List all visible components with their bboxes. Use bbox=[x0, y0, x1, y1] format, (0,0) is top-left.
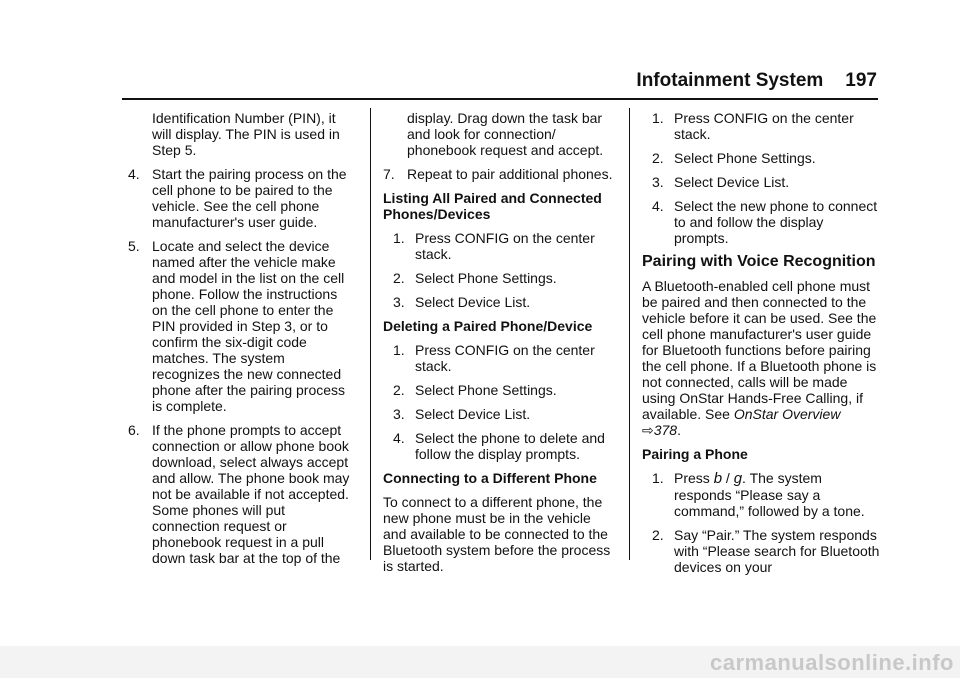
column-1 bbox=[128, 110, 356, 574]
push-to-talk-icon: b bbox=[713, 470, 723, 487]
item-text: Select the new phone to connect to and follow the display prompts. bbox=[674, 198, 878, 246]
item-text: If the phone prompts to accept connection or allow phone book download, select always accept and allow. The phone book may not be available if not accepted. Some phones will put connection request or phonebook request in a pull down task bar at the top of the bbox=[152, 422, 350, 566]
item-text: Start the pairing process on the cell phone to be paired to the vehicle. See the cell phone manufacturer's user guide. bbox=[152, 166, 347, 230]
list-item bbox=[383, 166, 615, 182]
page-ref-arrow-icon: ⇨ bbox=[642, 422, 654, 438]
column-divider-2 bbox=[629, 108, 630, 560]
onstar-overview-link[interactable]: OnStar Overview bbox=[733, 406, 841, 422]
list-item bbox=[383, 406, 615, 422]
list-item bbox=[642, 174, 880, 190]
list-item bbox=[383, 294, 615, 310]
item-text: Select Device List. bbox=[674, 174, 790, 190]
list-item bbox=[128, 238, 356, 414]
item-number: 6. bbox=[128, 422, 140, 438]
subheading-deleting: Deleting a Paired Phone/Device bbox=[383, 318, 593, 334]
item-text bbox=[674, 470, 880, 519]
step1-pre: Press bbox=[674, 470, 710, 486]
item-number: 1. bbox=[393, 342, 405, 358]
watermark: carmanualsonline.info bbox=[710, 650, 954, 675]
column-divider-1 bbox=[370, 108, 371, 560]
item-number: 4. bbox=[652, 198, 664, 214]
item-number: 1. bbox=[652, 110, 664, 126]
item-number: 1. bbox=[652, 470, 664, 486]
item-number: 7. bbox=[383, 166, 395, 182]
list-item bbox=[383, 430, 615, 462]
item-number: 4. bbox=[128, 166, 140, 182]
item-text: Select the phone to delete and follow the display prompts. bbox=[415, 430, 605, 462]
header-rule bbox=[122, 98, 878, 100]
paragraph-connecting: To connect to a different phone, the new phone must be in the vehicle and available to be connected to the Bluetooth system before the process is started. bbox=[383, 494, 611, 574]
subheading-pairing: Pairing a Phone bbox=[642, 446, 748, 462]
icon-separator: / bbox=[722, 470, 734, 486]
list-item bbox=[383, 382, 615, 398]
list-item bbox=[383, 270, 615, 286]
item-text: Select Device List. bbox=[415, 294, 531, 310]
list-item bbox=[383, 342, 615, 374]
item-number: 3. bbox=[393, 406, 405, 422]
list-item bbox=[642, 527, 880, 575]
item-number: 2. bbox=[652, 527, 664, 543]
continued-text: display. Drag down the task bar and look for connection/ phonebook request and accept. bbox=[407, 110, 604, 158]
item-text: Select Phone Settings. bbox=[674, 150, 816, 166]
list-item bbox=[642, 198, 880, 246]
subheading-connecting: Connecting to a Different Phone bbox=[383, 470, 597, 486]
item-text: Press CONFIG on the center stack. bbox=[674, 110, 854, 142]
page-header bbox=[0, 70, 877, 92]
list-item bbox=[642, 470, 880, 519]
page-ref-number: 378 bbox=[653, 422, 678, 438]
section-title: Infotainment System bbox=[636, 70, 824, 91]
voice-text: A Bluetooth-enabled cell phone must be paired and then connected to the vehicle before it can be used. See the cell phone manufacturer's user guide for Bluetooth functions before pairing the cell phone. If a Bluetooth phone is not connected, calls will be made using OnStar Hands-Free Calling, if available. See bbox=[642, 278, 877, 422]
item-number: 2. bbox=[652, 150, 664, 166]
item-number: 2. bbox=[393, 270, 405, 286]
subheading-listing: Listing All Paired and Connected Phones/Devices bbox=[383, 190, 602, 222]
voice-icon: g bbox=[733, 470, 743, 487]
item-number: 1. bbox=[393, 230, 405, 246]
item-text: Select Device List. bbox=[415, 406, 531, 422]
item-number: 5. bbox=[128, 238, 140, 254]
ref-end: . bbox=[677, 422, 681, 438]
list-item bbox=[642, 150, 880, 166]
item-text: Press CONFIG on the center stack. bbox=[415, 230, 595, 262]
item-text: Repeat to pair additional phones. bbox=[407, 166, 613, 182]
list-item bbox=[128, 166, 356, 230]
item-text: Select Phone Settings. bbox=[415, 382, 557, 398]
column-3 bbox=[642, 110, 880, 583]
step1-post: . The system responds “Please say a command,” followed by a tone. bbox=[674, 470, 865, 519]
item-text: Locate and select the device named after the vehicle make and model in the list on the cell phone. Follow the instructions on the cell phone to enter the PIN provided in Step 3, or to confirm the six-digit code matches. The system recognizes the new connected phone after the pairing process is complete. bbox=[152, 238, 346, 414]
item-number: 3. bbox=[652, 174, 664, 190]
column-2 bbox=[383, 110, 615, 582]
item-text: Press CONFIG on the center stack. bbox=[415, 342, 595, 374]
page-number: 197 bbox=[845, 70, 877, 91]
item-text: Say “Pair.” The system responds with “Please search for Bluetooth devices on your bbox=[674, 527, 880, 575]
item-number: 3. bbox=[393, 294, 405, 310]
list-item bbox=[128, 422, 356, 566]
item-number: 2. bbox=[393, 382, 405, 398]
item-number: 4. bbox=[393, 430, 405, 446]
continued-text: Identification Number (PIN), it will display. The PIN is used in Step 5. bbox=[152, 110, 340, 158]
heading-voice-recognition: Pairing with Voice Recognition bbox=[642, 253, 876, 270]
item-text: Select Phone Settings. bbox=[415, 270, 557, 286]
list-item bbox=[642, 110, 880, 142]
paragraph-voice bbox=[642, 278, 880, 438]
list-item bbox=[383, 230, 615, 262]
